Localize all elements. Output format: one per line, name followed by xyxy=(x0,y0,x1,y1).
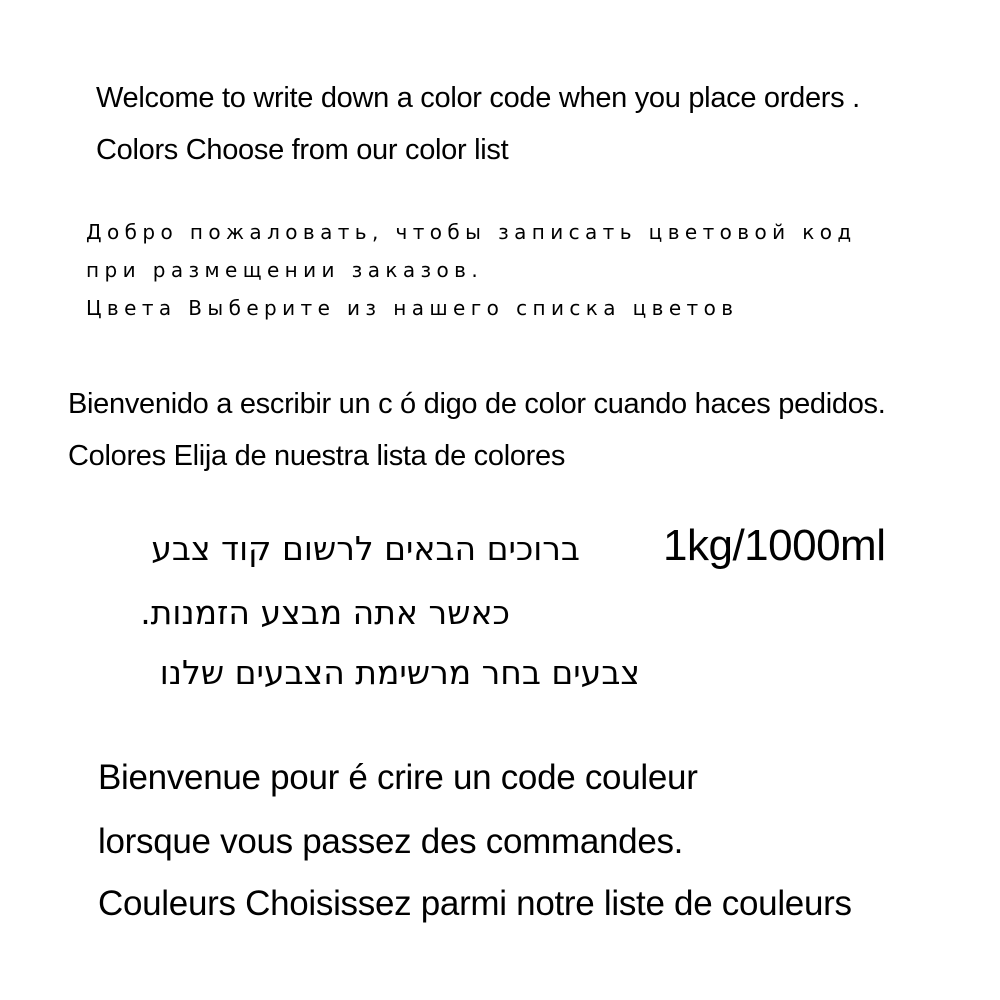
hebrew-colors-text: צבעים בחר מרשימת הצבעים שלנו xyxy=(159,653,640,692)
hebrew-welcome-text: ברוכים הבאים לרשום קוד צבע xyxy=(151,529,580,568)
hebrew-orders-text: כאשר אתה מבצע הזמנות. xyxy=(140,593,510,632)
spanish-colors-text: Colores Elija de nuestra lista de colores xyxy=(68,440,566,472)
english-colors-text: Colors Choose from our color list xyxy=(96,134,509,166)
french-orders-text: lorsque vous passez des commandes. xyxy=(98,822,684,861)
french-colors-text: Couleurs Choisissez parmi notre liste de couleurs xyxy=(98,884,852,923)
russian-orders-text: при размещении заказов. xyxy=(86,258,484,282)
russian-welcome-text: Добро пожаловать, чтобы записать цветовой код xyxy=(86,220,857,244)
capacity-label: 1kg/1000ml xyxy=(663,521,886,570)
english-welcome-text: Welcome to write down a color code when you place orders . xyxy=(96,82,860,114)
spanish-welcome-text: Bienvenido a escribir un c ó digo de color cuando haces pedidos. xyxy=(68,388,886,420)
russian-colors-text: Цвета Выберите из нашего списка цветов xyxy=(86,296,739,320)
french-welcome-text: Bienvenue pour é crire un code couleur xyxy=(98,758,698,797)
